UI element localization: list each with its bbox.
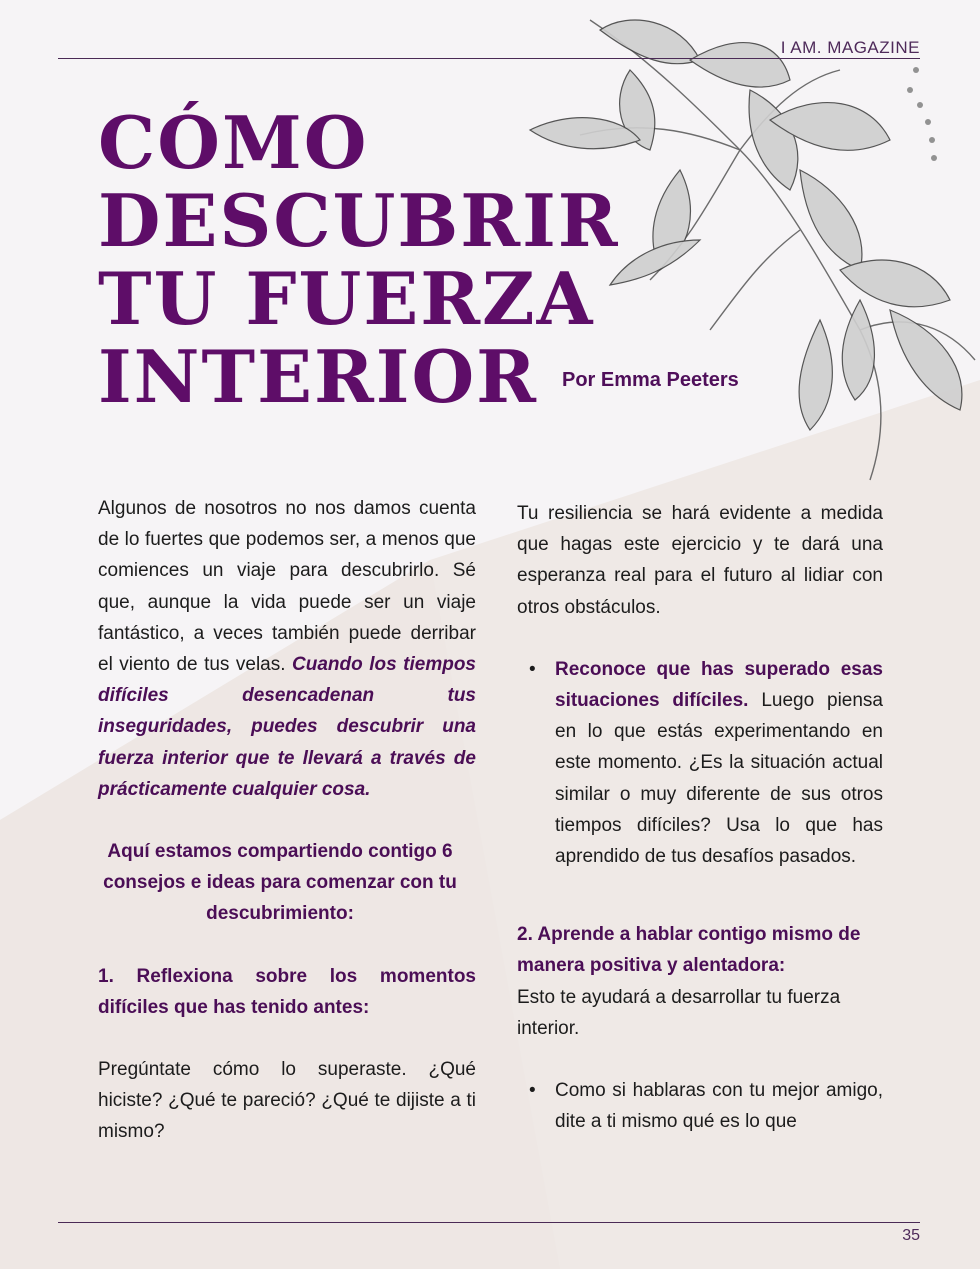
bullet1-bold: Reconoce que has superado esas situaciones difíciles. [555, 658, 883, 712]
bullet1-text: Luego piensa en lo que estás experimentando en este momento. ¿Es la situación actual similar o muy diferente de sus otros tiempos difíciles? Usa lo que has aprendido de tus desafíos pasados. [555, 690, 884, 868]
article-title [98, 100, 620, 419]
intro-paragraph [98, 493, 476, 805]
intro-text: Algunos de nosotros no nos damos cuenta de lo fuertes que podemos ser, a menos que comiences un viaje para descubrirlo. Sé que, aunque la vida puede ser un viaje fantástico, a veces también puede derribar el viento de tus velas. [98, 498, 476, 676]
top-rule [58, 58, 920, 59]
bullet-item-talk: • Como si hablaras con tu mejor amigo, dite a ti mismo qué es lo que [517, 1075, 883, 1137]
intro-emphasis: Cuando los tiempos difíciles desencadenan tus inseguridades, puedes descubrir una fuerza interior que te llevará a través de prácticamente cualquier cosa. [98, 654, 476, 800]
title-line: TU FUERZA [98, 256, 595, 341]
tip1-heading: 1. Reflexiona sobre los momentos difíciles que has tenido antes: [98, 965, 476, 1018]
title-line: CÓMO [98, 100, 369, 185]
resilience-paragraph: Tu resiliencia se hará evidente a medida que hagas este ejercicio y te dará una esperanza real para el futuro al lidiar con otros obstáculos. [517, 503, 883, 618]
bottom-rule [58, 1222, 920, 1223]
tip2-heading: 2. Aprende a hablar contigo mismo de manera positiva y alentadora: [517, 924, 861, 977]
tip1-text: Pregúntate cómo lo superaste. ¿Qué hiciste? ¿Qué te pareció? ¿Qué te dijiste a ti mismo? [98, 1059, 476, 1143]
magazine-name: I AM. MAGAZINE [780, 38, 920, 57]
right-column [517, 498, 883, 1137]
left-column [98, 493, 476, 1148]
page-number: 35 [902, 1227, 920, 1244]
author-byline: Por Emma Peeters [562, 369, 739, 391]
title-line: DESCUBRIR [98, 178, 620, 263]
title-line: INTERIOR [98, 334, 539, 419]
bullet-item-recognize [517, 654, 883, 872]
tips-intro: Aquí estamos compartiendo contigo 6 consejos e ideas para comenzar con tu descubrimiento: [103, 841, 457, 925]
tip2-text: Esto te ayudará a desarrollar tu fuerza interior. [517, 986, 841, 1039]
